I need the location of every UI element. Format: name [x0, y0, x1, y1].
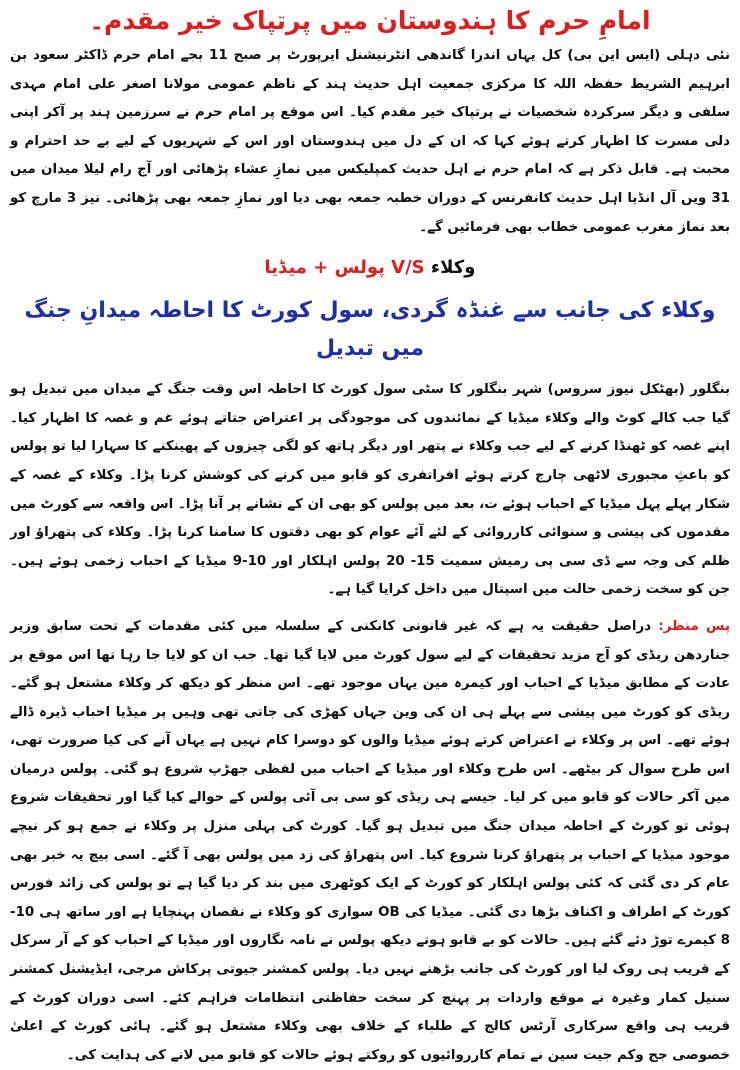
article-court-incident: بنگلور (بھٹکل نیوز سروس) شہر بنگلور کا سٹی سول کورٹ کا احاطہ اس وقت جنگ کے میدان میں تبدیل ہو گیا جب کالے کوٹ والے وکلاء میڈیا کے نمائندوں کی موجودگی پر اعتراض جتاتے ہوئے غم و غصہ کا اظہار کیا۔ اپنے غصہ کو ٹھنڈا کرنے کے لیے جب وکلاء نے پتھر اور دیگر ہاتھ کو لگی چیزوں کے پھینکنے کا سہارا لیا تو پولس کو باعثِ مجبوری لاٹھی چارج کرتے ہوئے افراتفری کو قابو میں کرنے کی کوشش کرنا پڑا۔ وکلاء کے غصہ کے شکار پہلے پہل میڈیا کے احباب ہوئے ت، بعد میں پولس کو بھی ان کے نشانے پر آنا پڑا۔ اس واقعہ سے کورٹ میں مقدموں کی پیشی و سنوائی کارروائی کے لئے آئے عوام کو بھی دقتوں کا سامنا کرنا پڑا۔ وکلاء کی پتھراؤ اور ظلم کی وجہ سے ڈی سی پی رمیش سمیت 15- 20 پولس اہلکار اور 10-9 میڈیا کے احباب زخمی ہوئے ہیں۔ جن کو سخت زخمی حالت میں اسپتال میں داخل کرایا گیا ہے۔	[10, 382, 730, 598]
subhead-lawyers-vs-police-media	[10, 248, 730, 288]
headline-imam-haram: امامِ حرم کا ہندوستان میں پرتپاک خیر مقدم۔	[89, 6, 651, 35]
subhead-lawyers: وکلاء	[430, 257, 476, 279]
subhead-media: میڈیا	[264, 257, 307, 279]
section-gap	[10, 605, 730, 613]
subhead-plus: +	[313, 257, 329, 279]
background-label: پس منظر:	[658, 618, 730, 634]
subhead-police: پولس	[334, 257, 385, 279]
background-text: دراصل حقیقت یہ ہے کہ غیر قانونی کانکنی کے سلسلہ میں کئی مقدمات کے تحت سابق وزیر جناردھن ریڈی کو آج مزید تحقیقات کے لیے سول کورٹ میں لایا گیا تھا۔ جب ان کو لایا جا رہا تھا اس موقع پر عادت کے مطابق میڈیا کے احباب اور کیمرہ مین یہاں موجود تھے۔ اس منظر کو دیکھ کر وکلاء مشتعل ہو گئے۔ ریڈی کو کورٹ میں پیشی سے پہلے ہی ان کی وین جہاں کھڑی کی جاتی تھی وہیں پر میڈیا احباب ڈیرہ ڈالے ہوئے تھے۔ اس پر وکلاء نے اعتراض کرتے ہوئے میڈیا والوں کو دوسرا کام نہیں ہے یہاں آنے کی کیا ضرورت تھی، اس طرح سوال کر بیٹھے۔ اس طرح وکلاء اور میڈیا کے احباب میں لفظی جھڑپ شروع ہو گئی۔ پولس درمیان میں آکر حالات کو قابو میں کر لیا۔ جیسے ہی ریڈی کو سی بی آئی پولس کے حوالے کیا گیا اور تحقیقات شروع ہوئی تو کورٹ کے احاطہ میدان جنگ میں تبدیل ہو گیا۔ کورٹ کی پہلی منزل پر وکلاء نے جمع ہو کر نیچے موجود میڈیا کے احباب پر پتھراؤ کرنا شروع کیا۔ اس پتھراؤ کی زد میں پولس بھی آ گئے۔ اسی بیچ یہ خبر بھی عام کر دی گئی کہ کئی پولس اہلکار کو کورٹ کے ایک کوٹھری میں بند کر دیا گیا ہے تو پولس کی زائد فورس کورٹ کے اطراف و اکناف بڑھا دی گئی۔ میڈیا کی OB سواری کو وکلاء نے نقصان پہنچایا ہے اور ساتھ ہی 10-8 کیمرے توڑ دئے گئے ہیں۔ حالات کو بے قابو ہوتے دیکھ پولس نے نامہ نگاروں اور میڈیا کے احباب کو کے آر سرکل کے قریب ہی روک لیا اور کورٹ کی جانب بڑھنے نہیں دیا۔ پولس کمشنر جیوتی پرکاش مرجی، ایڈیشنل کمشنر سنیل کمار وغیرہ نے موقع واردات پر پہنچ کر سخت حفاظتی انتظامات فراہم کئے۔ اسی دوران کورٹ کے قریب ہی واقع سرکاری آرٹس کالج کے طلباء کے خلاف بھی وکلاء مشتعل ہو گئے۔ ہائی کورٹ کے اعلیٰ خصوصی جج وکم جیت سین نے تمام کارروائیوں کو روکتے ہوئے حالات کو قابو میں لانے کی ہدایت کی۔	[10, 618, 731, 1063]
headline-court-battlefield: وکلاء کی جانب سے غنڈہ گردی، سول کورٹ کا احاطہ میدانِ جنگ میں تبدیل	[24, 298, 716, 362]
subhead-vs: V/S	[391, 257, 425, 279]
article-background	[10, 613, 730, 1070]
article-imam-haram: نئی دہلی (ایس این بی) کل یہاں اندرا گاندھی انٹرنیشنل ایرپورٹ پر صبح 11 بجے امام حرم ڈاکٹر سعود بن ابرہیم الشریط حفظہ اللہ کا مرکزی جمعیت اہل حدیث ہند کے ناظم عمومی مولانا اصغر علی امام مہدی سلفی و دیگر سرکردہ شخصیات نے پرتپاک خیر مقدم کیا۔ اس موقع پر امام حرم نے سرزمین ہند پر آکر اپنی دلی مسرت کا اظہار کرتے ہوئے کہا کہ ان کے دل میں ہندوستان اور اس کے شہریوں کے لیے بے حد احترام و محبت ہے۔ قابل ذکر ہے کہ امام حرم نے اہل حدیث کمپلیکس میں نمازِ عشاء پڑھائی اور آج رام لیلا میدان میں 31 ویں آل انڈیا اہل حدیث کانفرنس کے دوران خطبہ جمعہ بھی دیا اور نمازِ جمعہ بھی پڑھائی۔ نیز 3 مارچ کو بعد نماز مغرب عمومی خطاب بھی فرمائیں گے۔	[10, 48, 730, 235]
